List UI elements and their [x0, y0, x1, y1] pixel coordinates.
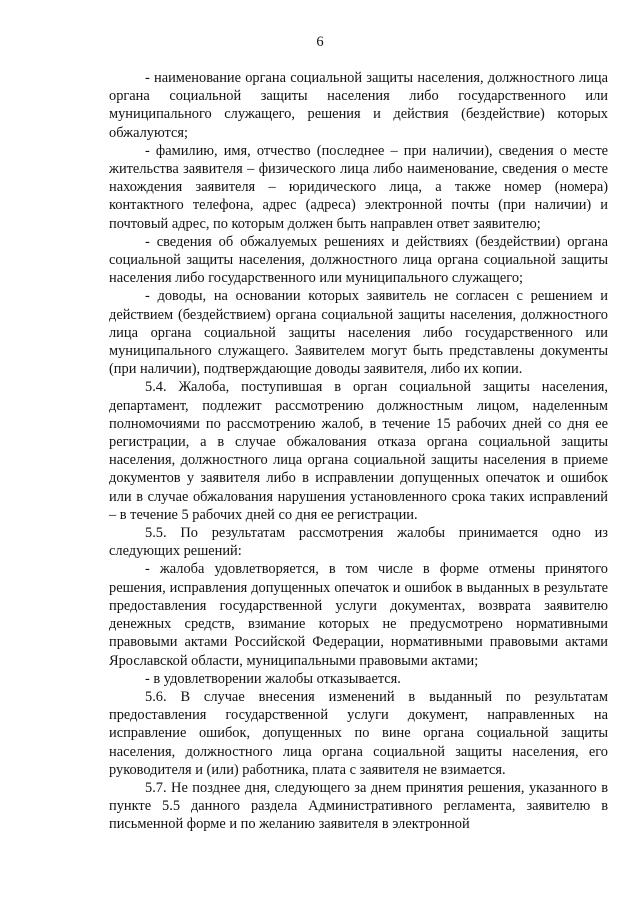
paragraph-appealed-decisions: - сведения об обжалуемых решениях и действиях (бездействии) органа социальной защиты населения, должностного лица органа социальной защиты населения либо государственного или муниципального служащего;	[109, 233, 608, 287]
paragraph-5-5: 5.5. По результатам рассмотрения жалобы принимается одно из следующих решений:	[109, 525, 608, 560]
paragraph-complaint-authority-name: - наименование органа социальной защиты населения, должностного лица органа социальной защиты населения либо государственного или муниципального служащего, решения и действия (бездействие) которых обжалуются;	[109, 70, 608, 141]
paragraph-complaint-rejected: - в удовлетворении жалобы отказывается.	[145, 670, 401, 687]
paragraph-applicant-details: - фамилию, имя, отчество (последнее – при наличии), сведения о месте жительства заявителя – физического лица либо наименование, сведения о месте нахождения заявителя – юридического лица, а также номер (номера) контактного телефона, адрес (адреса) электронной почты (при наличии) и почтовый адрес, по которым должен быть направлен ответ заявителю;	[109, 142, 608, 232]
page-number: 6	[316, 34, 324, 50]
paragraph-5-4: 5.4. Жалоба, поступившая в орган социальной защиты населения, департамент, подлежит рассмотрению должностным лицом, наделенным полномочиями по рассмотрению жалоб, в течение 15 рабочих дней со дня ее регистрации, а в случае обжалования отказа органа социальной защиты населения, должностного лица органа социальной защиты населения в приеме документов у заявителя либо в исправлении допущенных опечаток и ошибок или в случае обжалования нарушения установленного срока таких исправлений – в течение 5 рабочих дней со дня ее регистрации.	[109, 379, 608, 523]
document-body	[109, 69, 608, 834]
paragraph-5-6: 5.6. В случае внесения изменений в выданный по результатам предоставления государственной услуги документ, направленных на исправление ошибок, допущенных по вине органа социальной защиты населения, должностного лица органа социальной защиты населения, его руководителя и (или) работника, плата с заявителя не взимается.	[109, 688, 608, 778]
paragraph-complaint-satisfied: - жалоба удовлетворяется, в том числе в форме отмены принятого решения, исправления допущенных опечаток и ошибок в выданных в результате предоставления государственной услуги документах, возврата заявителю денежных средств, взимание которых не предусмотрено нормативными правовыми актами Российской Федерации, нормативными правовыми актами Ярославской области, муниципальными правовыми актами;	[109, 561, 608, 669]
paragraph-5-7: 5.7. Не позднее дня, следующего за днем принятия решения, указанного в пункте 5.5 данного раздела Административного регламента, заявителю в письменной форме и по желанию заявителя в электронной	[109, 779, 608, 833]
paragraph-applicant-arguments: - доводы, на основании которых заявитель не согласен с решением и действием (бездействием) органа социальной защиты населения, должностного лица органа социальной защиты населения либо государственного или муниципального служащего. Заявителем могут быть представлены документы (при наличии), подтверждающие доводы заявителя, либо их копии.	[109, 288, 608, 378]
